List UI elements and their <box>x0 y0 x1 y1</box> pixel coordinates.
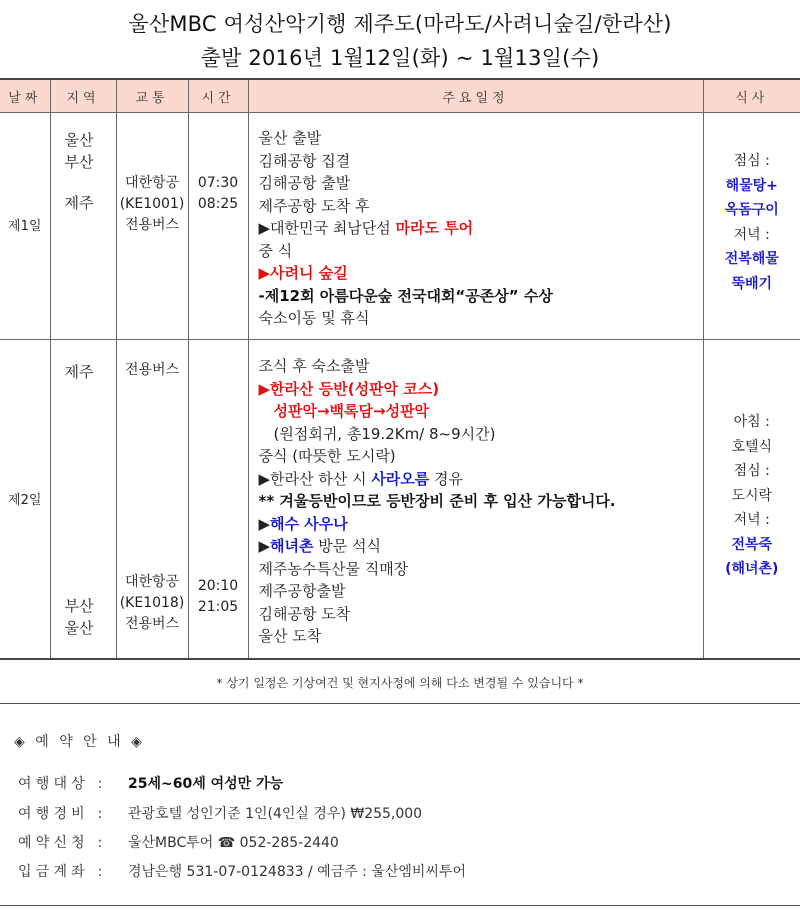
schedule-day2 <box>259 355 616 648</box>
schedule-line <box>259 513 616 536</box>
schedule-line: 김해공항 도착 <box>258 604 351 623</box>
region-ulsan: 울산 <box>64 131 94 149</box>
table-row-day1 <box>0 113 800 340</box>
schedule-line: (원점회귀, 총19.2Km/ 8~9시간) <box>273 424 496 443</box>
highlight-sauna: 해수 사우나 <box>270 514 348 533</box>
arrow-icon: ▶ <box>258 514 271 533</box>
meals-day1 <box>704 149 800 296</box>
info-label: 여행대상 : <box>18 776 107 792</box>
transport-airline: 대한항공 <box>124 574 180 590</box>
highlight-saraoreum: 사라오름 <box>371 469 430 488</box>
schedule-line: 울산 출발 <box>258 129 322 147</box>
arrival-time: 21:05 <box>197 599 239 615</box>
schedule-line: 숙소이동 및 휴식 <box>258 309 370 327</box>
schedule-line: 제주공항출발 <box>258 582 346 600</box>
info-row-target <box>18 773 283 793</box>
header-transport: 교통 <box>116 79 188 113</box>
schedule-text: ▶한라산 하산 시 <box>258 469 372 488</box>
transport-airline: 대한항공 <box>124 175 180 191</box>
meal-lunch: 해물탕+ <box>725 177 778 194</box>
schedule-line: 중식 (따뜻한 도시락) <box>258 447 396 465</box>
schedule-text: 경유 <box>429 469 463 488</box>
equipment-notice: ** 겨울등반이므로 등반장비 준비 후 입산 가능합니다. <box>258 492 616 510</box>
highlight-marado: 마라도 투어 <box>395 219 474 237</box>
transport-bus: 전용버스 <box>124 362 180 378</box>
region-busan: 부산 <box>64 597 94 615</box>
transport-bus: 전용버스 <box>124 217 180 233</box>
highlight-saryeoni: ▶사려니 숲길 <box>258 264 348 282</box>
highlight-route: 성판악→백록담→성판악 <box>273 402 430 420</box>
schedule-line: 제주공항 도착 후 <box>258 196 370 215</box>
info-label: 예약신청 : <box>18 835 107 851</box>
region-busan: 부산 <box>64 153 94 171</box>
meal-label: 아침 : <box>733 414 770 430</box>
document-title: 울산MBC 여성산악기행 제주도(마라도/사려니숲길/한라산) <box>128 12 672 36</box>
schedule-disclaimer: * 상기 일정은 기상여건 및 현지사정에 의해 다소 변경될 수 있습니다 * <box>216 676 584 690</box>
meal-lunch: 옥돔구이 <box>724 202 779 218</box>
highlight-hallasan: ▶한라산 등반(성판악 코스) <box>258 379 440 398</box>
header-schedule: 주요일정 <box>248 79 703 113</box>
meals-day2 <box>704 410 800 582</box>
divider <box>0 703 800 704</box>
schedule-line: 조식 후 숙소출발 <box>258 357 370 375</box>
meal-breakfast: 호텔식 <box>731 438 773 455</box>
transport-bus: 전용버스 <box>124 616 180 632</box>
transport-flight: (KE1018) <box>119 595 185 611</box>
info-row-account <box>18 861 466 881</box>
meal-label: 점심 : <box>733 463 770 479</box>
info-row-cost <box>18 803 422 823</box>
schedule-line: 김해공항 집결 <box>258 151 351 170</box>
info-value: 울산MBC투어 ☎ 052-285-2440 <box>128 835 339 851</box>
day-label: 제1일 <box>8 219 42 234</box>
departure-time: 07:30 <box>197 175 239 191</box>
info-label: 입금계좌 : <box>18 864 107 880</box>
meal-label: 저녁 : <box>733 226 770 243</box>
arrow-icon: ▶ <box>258 537 271 555</box>
meal-dinner: 전복죽 <box>731 536 773 553</box>
meal-dinner: 뚝배기 <box>731 275 773 292</box>
day-label: 제2일 <box>8 493 42 508</box>
schedule-line <box>259 535 616 558</box>
meal-lunch: 도시락 <box>731 487 773 504</box>
schedule-line: 제주농수특산물 직매장 <box>258 559 409 578</box>
departure-time: 20:10 <box>197 578 239 594</box>
header-meal: 식사 <box>703 79 800 113</box>
schedule-line <box>259 468 616 491</box>
info-value: 관광호텔 성인기준 1인(4인실 경우) ₩255,000 <box>128 806 423 822</box>
meal-dinner: (해녀촌) <box>725 561 779 577</box>
schedule-text: 방문 석식 <box>313 537 382 555</box>
header-time: 시간 <box>188 79 248 113</box>
schedule-line: 김해공항 출발 <box>258 174 351 192</box>
info-label: 여행경비 : <box>18 806 107 822</box>
header-date: 날짜 <box>0 79 50 113</box>
divider <box>0 905 800 906</box>
info-value: 25세~60세 여성만 가능 <box>128 776 284 792</box>
table-row-day2 <box>0 340 800 660</box>
schedule-line: 중 식 <box>258 241 293 260</box>
schedule-line <box>259 217 553 240</box>
meal-label: 점심 : <box>733 153 770 169</box>
transport-flight: (KE1001) <box>119 196 185 212</box>
schedule-day1 <box>259 127 553 330</box>
departure-dates: 출발 2016년 1월12일(화) ~ 1월13일(수) <box>200 46 600 70</box>
region-jeju: 제주 <box>64 363 94 381</box>
meal-dinner: 전복해물 <box>724 251 779 267</box>
award-line: -제12회 아름다운숲 전국대회“공존상” 수상 <box>258 286 553 305</box>
region-jeju: 제주 <box>64 194 94 212</box>
schedule-text: ▶대한민국 최남단섬 <box>258 219 396 237</box>
info-row-booking <box>18 832 339 852</box>
region-ulsan: 울산 <box>64 619 94 637</box>
highlight-haenyeochon: 해녀촌 <box>270 537 314 555</box>
schedule-line: 울산 도착 <box>258 627 322 645</box>
header-region: 지역 <box>50 79 116 113</box>
arrival-time: 08:25 <box>197 196 239 212</box>
info-value: 경남은행 531-07-0124833 / 예금주 : 울산엠비씨투어 <box>128 864 467 880</box>
reservation-heading: ◈ 예 약 안 내 ◈ <box>14 734 145 750</box>
itinerary-table <box>0 78 800 660</box>
meal-label: 저녁 : <box>733 512 770 528</box>
